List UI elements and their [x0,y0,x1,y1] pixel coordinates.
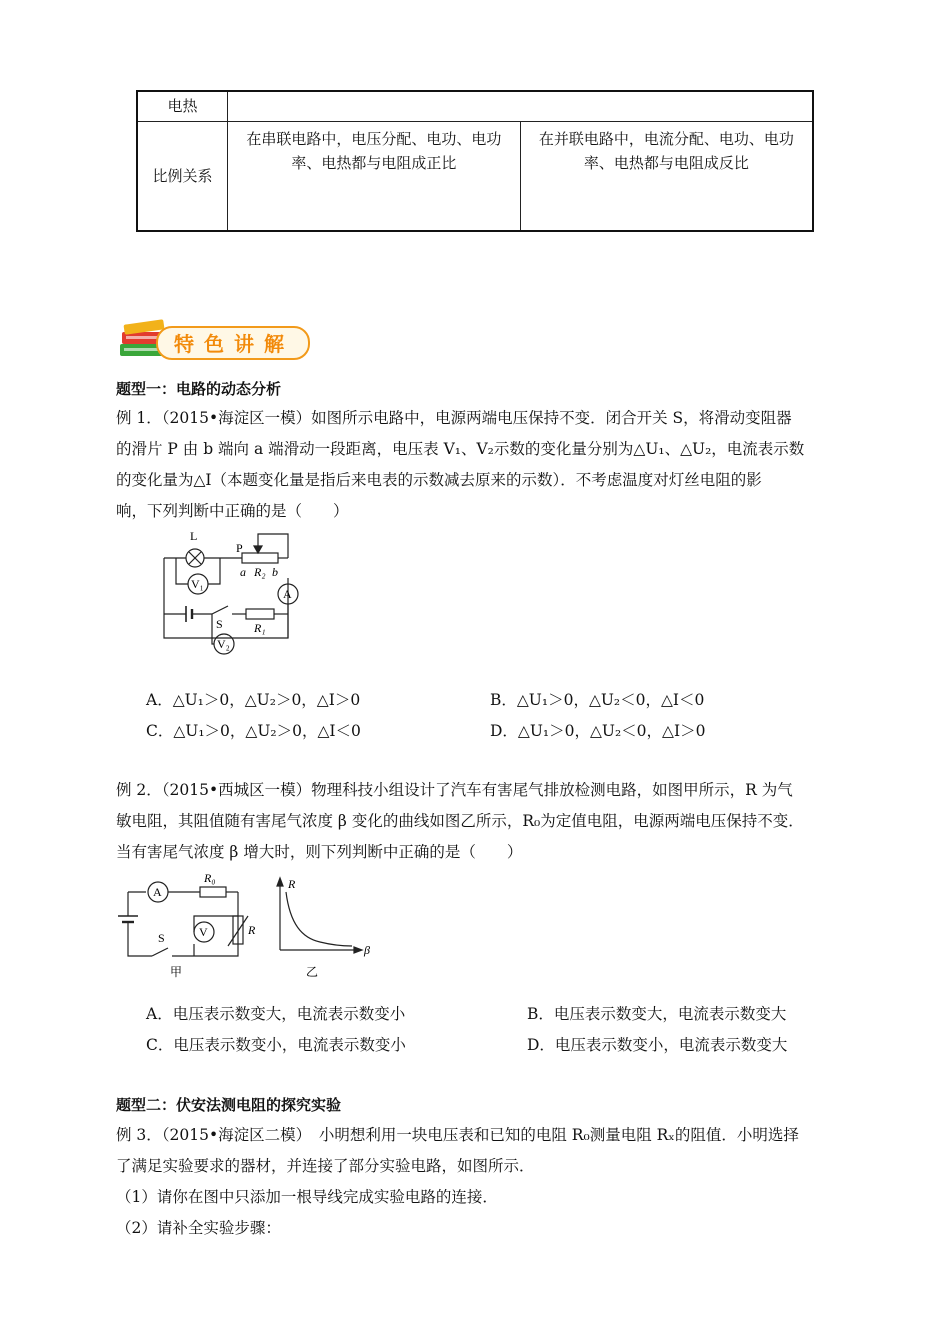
label-jia: 甲 [170,965,183,979]
text-line: 了满足实验要求的器材，并连接了部分实验电路，如图所示． [116,1157,535,1175]
cell-series-text: 在串联电路中，电压分配、电功、电功率、电热都与电阻成正比 [246,129,502,172]
text-line: 例 2．（2015•西城区一模）物理科技小组设计了汽车有害尾气排放检测电路，如图甲所示，R 为气 [116,781,793,799]
option-d[interactable]: D．电压表示数变小，电流表示数变大 [527,1036,788,1054]
row-label-heat: 电热 [137,91,228,121]
option-b[interactable]: B．电压表示数变大，电流表示数变大 [527,1005,787,1023]
feature-banner [116,318,308,362]
example-3-text [116,1120,846,1244]
option-d[interactable]: D．△U₁＞0，△U₂＜0，△I＞0 [490,722,706,740]
option-c[interactable]: C．电压表示数变小，电流表示数变小 [146,1036,406,1054]
label-S: S [216,617,223,631]
label-R0: R₀ [204,871,216,885]
x-axis-label: β [364,943,370,957]
option-c[interactable]: C．△U₁＞0，△U₂＞0，△I＜0 [146,722,361,740]
label-V2: V₂ [217,637,230,651]
label-V1: V₁ [191,577,204,591]
text-line: 敏电阻，其阻值随有害尾气浓度 β 变化的曲线如图乙所示，R₀为定值电阻，电源两端电压保持不变． [116,812,804,830]
label-R2: R₂ [254,565,266,579]
label-ammeter: A [153,885,162,899]
question-2: （2）请补全实验步骤： [116,1219,281,1237]
example-1-text [116,403,846,527]
table-cell-series [228,121,521,231]
text-line: 当有害尾气浓度 β 增大时，则下列判断中正确的是（ ） [116,843,523,861]
banner-title: 特色讲解 [174,332,294,356]
label-R: R [248,923,256,937]
comparison-table [136,90,814,232]
label-yi: 乙 [306,965,319,979]
example-2-text [116,775,846,868]
option-a[interactable]: A．电压表示数变大，电流表示数变小 [146,1005,406,1023]
option-a[interactable]: A．△U₁＞0，△U₂＞0，△I＞0 [146,691,361,709]
label-b: b [272,565,278,579]
table-cell-parallel [520,121,813,231]
text-line: 的变化量为△I（本题变化量是指后来电表的示数减去原来的示数）．不考虑温度对灯丝电阻的影 [116,471,762,489]
label-P: P [236,541,243,555]
text-line: 的滑片 P 由 b 端向 a 端滑动一段距离，电压表 V₁、V₂示数的变化量分别为△U₁、△U₂，电流表示数 [116,440,805,458]
cell-parallel-text: 在并联电路中，电流分配、电功、电功率、电热都与电阻成反比 [538,129,794,172]
y-axis-label: R [288,877,296,891]
option-b[interactable]: B．△U₁＞0，△U₂＜0，△I＜0 [490,691,705,709]
section-heading: 题型一：电路的动态分析 [116,380,282,398]
text-line: 响，下列判断中正确的是（ ） [116,502,349,520]
text-line: 例 3．（2015•海淀区二模） 小明想利用一块电压表和已知的电阻 R₀测量电阻 Rₓ的阻值．小明选择 [116,1126,799,1144]
label-ammeter: A [283,587,292,601]
label-L: L [190,529,198,543]
label-a: a [240,565,246,579]
label-voltmeter: V [199,925,208,939]
circuit-diagram-1 [150,526,310,656]
resistance-curve-graph [272,872,382,984]
label-S: S [158,931,165,945]
label-R1: R₁ [254,621,266,635]
table-row [137,91,813,121]
row-label-ratio: 比例关系 [137,121,228,231]
section-heading: 题型二：伏安法测电阻的探究实验 [116,1096,342,1114]
circuit-diagram-2 [112,868,262,982]
text-line: 例 1．（2015•海淀区一模）如图所示电路中，电源两端电压保持不变．闭合开关 S，将滑动变阻器 [116,409,792,427]
question-1: （1）请你在图中只添加一根导线完成实验电路的连接． [116,1188,498,1206]
table-cell-empty [228,91,814,121]
table-row [137,121,813,231]
